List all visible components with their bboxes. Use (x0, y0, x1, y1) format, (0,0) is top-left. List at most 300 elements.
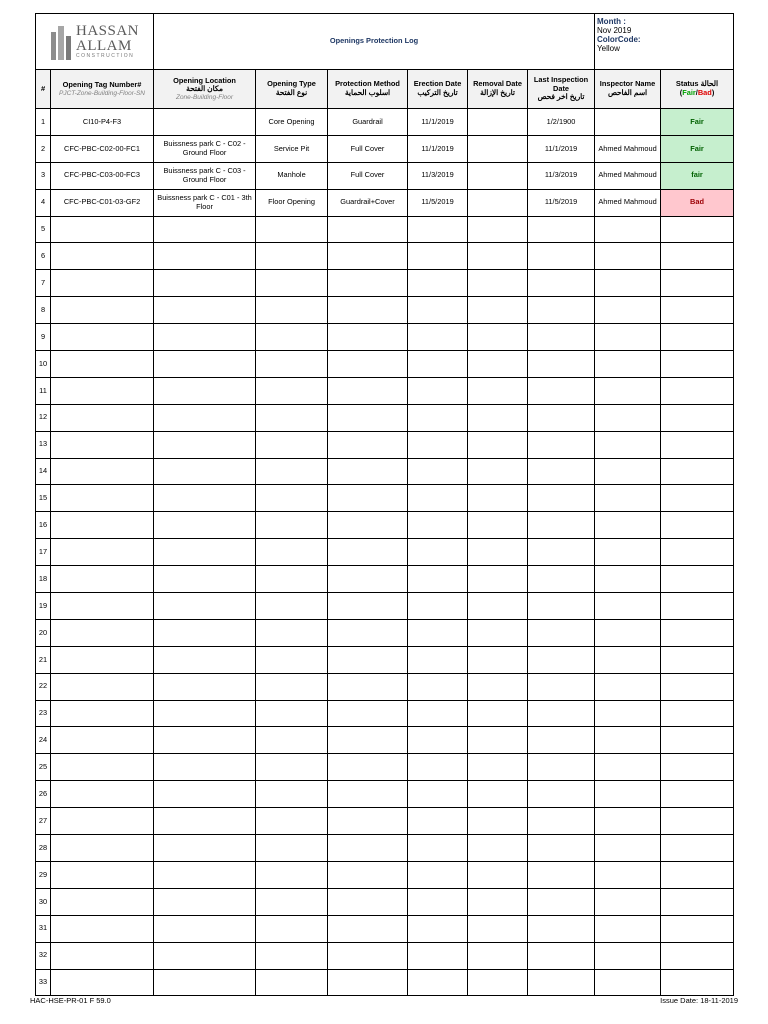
opening-type-cell[interactable] (256, 216, 328, 243)
opening-tag-cell[interactable] (51, 404, 154, 431)
protection-method-cell[interactable] (328, 915, 408, 942)
opening-tag-cell[interactable] (51, 619, 154, 646)
row-index[interactable]: 24 (36, 727, 51, 754)
status-cell[interactable] (661, 566, 734, 593)
inspector-name-cell[interactable] (595, 270, 661, 297)
inspector-name-cell[interactable] (595, 512, 661, 539)
erection-date-cell[interactable] (408, 646, 468, 673)
inspector-name-cell[interactable] (595, 566, 661, 593)
last-inspection-date-cell[interactable] (528, 297, 595, 324)
status-cell[interactable] (661, 673, 734, 700)
opening-tag-cell[interactable] (51, 243, 154, 270)
removal-date-cell[interactable] (468, 216, 528, 243)
opening-location-cell[interactable]: Buissness park C - C02 - Ground Floor (154, 135, 256, 162)
last-inspection-date-cell[interactable] (528, 216, 595, 243)
inspector-name-cell[interactable] (595, 109, 661, 136)
opening-location-cell[interactable] (154, 861, 256, 888)
opening-type-cell[interactable] (256, 646, 328, 673)
removal-date-cell[interactable] (468, 162, 528, 189)
status-cell[interactable] (661, 351, 734, 378)
protection-method-cell[interactable] (328, 969, 408, 996)
opening-location-cell[interactable] (154, 324, 256, 351)
protection-method-cell[interactable] (328, 297, 408, 324)
opening-type-cell[interactable] (256, 808, 328, 835)
opening-type-cell[interactable] (256, 861, 328, 888)
opening-location-cell[interactable] (154, 808, 256, 835)
protection-method-cell[interactable]: Guardrail (328, 109, 408, 136)
last-inspection-date-cell[interactable] (528, 727, 595, 754)
row-index[interactable]: 28 (36, 835, 51, 862)
opening-tag-cell[interactable] (51, 727, 154, 754)
opening-tag-cell[interactable] (51, 700, 154, 727)
erection-date-cell[interactable] (408, 619, 468, 646)
opening-tag-cell[interactable] (51, 324, 154, 351)
removal-date-cell[interactable] (468, 700, 528, 727)
opening-tag-cell[interactable] (51, 297, 154, 324)
row-index[interactable]: 1 (36, 109, 51, 136)
opening-location-cell[interactable] (154, 109, 256, 136)
last-inspection-date-cell[interactable] (528, 673, 595, 700)
inspector-name-cell[interactable] (595, 458, 661, 485)
last-inspection-date-cell[interactable] (528, 404, 595, 431)
opening-type-cell[interactable] (256, 270, 328, 297)
protection-method-cell[interactable] (328, 942, 408, 969)
opening-type-cell[interactable] (256, 619, 328, 646)
removal-date-cell[interactable] (468, 270, 528, 297)
last-inspection-date-cell[interactable] (528, 781, 595, 808)
opening-tag-cell[interactable] (51, 969, 154, 996)
opening-type-cell[interactable] (256, 351, 328, 378)
opening-type-cell[interactable] (256, 458, 328, 485)
inspector-name-cell[interactable] (595, 324, 661, 351)
erection-date-cell[interactable] (408, 216, 468, 243)
opening-type-cell[interactable] (256, 566, 328, 593)
opening-location-cell[interactable] (154, 512, 256, 539)
status-cell[interactable] (661, 969, 734, 996)
erection-date-cell[interactable] (408, 458, 468, 485)
erection-date-cell[interactable] (408, 404, 468, 431)
row-index[interactable]: 33 (36, 969, 51, 996)
last-inspection-date-cell[interactable] (528, 377, 595, 404)
inspector-name-cell[interactable] (595, 673, 661, 700)
opening-type-cell[interactable]: Floor Opening (256, 189, 328, 216)
protection-method-cell[interactable] (328, 270, 408, 297)
removal-date-cell[interactable] (468, 727, 528, 754)
opening-location-cell[interactable] (154, 942, 256, 969)
last-inspection-date-cell[interactable] (528, 270, 595, 297)
erection-date-cell[interactable] (408, 915, 468, 942)
status-cell[interactable] (661, 700, 734, 727)
opening-tag-cell[interactable]: CI10-P4-F3 (51, 109, 154, 136)
row-index[interactable]: 25 (36, 754, 51, 781)
opening-type-cell[interactable]: Manhole (256, 162, 328, 189)
opening-location-cell[interactable] (154, 243, 256, 270)
row-index[interactable]: 31 (36, 915, 51, 942)
protection-method-cell[interactable] (328, 619, 408, 646)
last-inspection-date-cell[interactable] (528, 646, 595, 673)
last-inspection-date-cell[interactable] (528, 619, 595, 646)
inspector-name-cell[interactable] (595, 351, 661, 378)
protection-method-cell[interactable] (328, 754, 408, 781)
removal-date-cell[interactable] (468, 324, 528, 351)
row-index[interactable]: 16 (36, 512, 51, 539)
status-cell[interactable] (661, 512, 734, 539)
opening-location-cell[interactable]: Buissness park C - C01 - 3th Floor (154, 189, 256, 216)
status-cell[interactable]: Fair (661, 109, 734, 136)
protection-method-cell[interactable] (328, 566, 408, 593)
opening-location-cell[interactable] (154, 485, 256, 512)
last-inspection-date-cell[interactable] (528, 888, 595, 915)
protection-method-cell[interactable] (328, 377, 408, 404)
status-cell[interactable] (661, 243, 734, 270)
last-inspection-date-cell[interactable] (528, 700, 595, 727)
inspector-name-cell[interactable] (595, 404, 661, 431)
protection-method-cell[interactable] (328, 243, 408, 270)
protection-method-cell[interactable] (328, 485, 408, 512)
status-cell[interactable] (661, 915, 734, 942)
status-cell[interactable] (661, 593, 734, 620)
opening-location-cell[interactable] (154, 458, 256, 485)
opening-tag-cell[interactable] (51, 942, 154, 969)
inspector-name-cell[interactable]: Ahmed Mahmoud (595, 162, 661, 189)
opening-type-cell[interactable] (256, 673, 328, 700)
erection-date-cell[interactable]: 11/1/2019 (408, 135, 468, 162)
status-cell[interactable] (661, 754, 734, 781)
opening-location-cell[interactable] (154, 646, 256, 673)
inspector-name-cell[interactable] (595, 754, 661, 781)
removal-date-cell[interactable] (468, 243, 528, 270)
row-index[interactable]: 26 (36, 781, 51, 808)
status-cell[interactable] (661, 942, 734, 969)
erection-date-cell[interactable] (408, 781, 468, 808)
opening-type-cell[interactable] (256, 404, 328, 431)
removal-date-cell[interactable] (468, 485, 528, 512)
row-index[interactable]: 9 (36, 324, 51, 351)
opening-location-cell[interactable] (154, 566, 256, 593)
last-inspection-date-cell[interactable] (528, 458, 595, 485)
row-index[interactable]: 2 (36, 135, 51, 162)
opening-location-cell[interactable] (154, 593, 256, 620)
inspector-name-cell[interactable] (595, 216, 661, 243)
erection-date-cell[interactable] (408, 297, 468, 324)
inspector-name-cell[interactable]: Ahmed Mahmoud (595, 135, 661, 162)
row-index[interactable]: 22 (36, 673, 51, 700)
inspector-name-cell[interactable] (595, 888, 661, 915)
last-inspection-date-cell[interactable] (528, 566, 595, 593)
opening-location-cell[interactable] (154, 969, 256, 996)
inspector-name-cell[interactable] (595, 781, 661, 808)
removal-date-cell[interactable] (468, 539, 528, 566)
inspector-name-cell[interactable] (595, 808, 661, 835)
erection-date-cell[interactable] (408, 969, 468, 996)
row-index[interactable]: 12 (36, 404, 51, 431)
protection-method-cell[interactable]: Full Cover (328, 135, 408, 162)
opening-location-cell[interactable] (154, 835, 256, 862)
removal-date-cell[interactable] (468, 566, 528, 593)
row-index[interactable]: 5 (36, 216, 51, 243)
opening-tag-cell[interactable] (51, 270, 154, 297)
erection-date-cell[interactable] (408, 754, 468, 781)
protection-method-cell[interactable] (328, 700, 408, 727)
opening-tag-cell[interactable]: CFC-PBC-C02-00-FC1 (51, 135, 154, 162)
inspector-name-cell[interactable] (595, 539, 661, 566)
inspector-name-cell[interactable] (595, 243, 661, 270)
protection-method-cell[interactable] (328, 431, 408, 458)
row-index[interactable]: 20 (36, 619, 51, 646)
opening-tag-cell[interactable] (51, 216, 154, 243)
opening-location-cell[interactable] (154, 431, 256, 458)
status-cell[interactable] (661, 404, 734, 431)
removal-date-cell[interactable] (468, 458, 528, 485)
last-inspection-date-cell[interactable] (528, 942, 595, 969)
last-inspection-date-cell[interactable]: 1/2/1900 (528, 109, 595, 136)
last-inspection-date-cell[interactable] (528, 324, 595, 351)
erection-date-cell[interactable] (408, 539, 468, 566)
opening-tag-cell[interactable]: CFC-PBC-C03-00-FC3 (51, 162, 154, 189)
inspector-name-cell[interactable]: Ahmed Mahmoud (595, 189, 661, 216)
removal-date-cell[interactable] (468, 942, 528, 969)
erection-date-cell[interactable] (408, 431, 468, 458)
opening-type-cell[interactable] (256, 835, 328, 862)
last-inspection-date-cell[interactable] (528, 861, 595, 888)
opening-tag-cell[interactable] (51, 808, 154, 835)
opening-location-cell[interactable] (154, 351, 256, 378)
last-inspection-date-cell[interactable] (528, 593, 595, 620)
row-index[interactable]: 15 (36, 485, 51, 512)
protection-method-cell[interactable] (328, 673, 408, 700)
inspector-name-cell[interactable] (595, 646, 661, 673)
removal-date-cell[interactable] (468, 404, 528, 431)
removal-date-cell[interactable] (468, 109, 528, 136)
row-index[interactable]: 21 (36, 646, 51, 673)
erection-date-cell[interactable] (408, 835, 468, 862)
row-index[interactable]: 29 (36, 861, 51, 888)
erection-date-cell[interactable] (408, 861, 468, 888)
opening-type-cell[interactable] (256, 297, 328, 324)
opening-type-cell[interactable] (256, 969, 328, 996)
opening-location-cell[interactable] (154, 216, 256, 243)
erection-date-cell[interactable]: 11/5/2019 (408, 189, 468, 216)
erection-date-cell[interactable] (408, 808, 468, 835)
opening-tag-cell[interactable]: CFC-PBC-C01-03-GF2 (51, 189, 154, 216)
status-cell[interactable] (661, 324, 734, 351)
opening-type-cell[interactable] (256, 324, 328, 351)
status-cell[interactable] (661, 861, 734, 888)
erection-date-cell[interactable] (408, 673, 468, 700)
inspector-name-cell[interactable] (595, 377, 661, 404)
opening-type-cell[interactable] (256, 888, 328, 915)
erection-date-cell[interactable]: 11/1/2019 (408, 109, 468, 136)
opening-location-cell[interactable] (154, 754, 256, 781)
opening-type-cell[interactable] (256, 915, 328, 942)
status-cell[interactable] (661, 297, 734, 324)
inspector-name-cell[interactable] (595, 861, 661, 888)
opening-tag-cell[interactable] (51, 485, 154, 512)
opening-type-cell[interactable]: Service Pit (256, 135, 328, 162)
inspector-name-cell[interactable] (595, 593, 661, 620)
opening-type-cell[interactable]: Core Opening (256, 109, 328, 136)
status-cell[interactable] (661, 539, 734, 566)
inspector-name-cell[interactable] (595, 727, 661, 754)
row-index[interactable]: 18 (36, 566, 51, 593)
protection-method-cell[interactable] (328, 888, 408, 915)
status-cell[interactable] (661, 646, 734, 673)
inspector-name-cell[interactable] (595, 835, 661, 862)
row-index[interactable]: 32 (36, 942, 51, 969)
row-index[interactable]: 4 (36, 189, 51, 216)
row-index[interactable]: 11 (36, 377, 51, 404)
opening-tag-cell[interactable] (51, 458, 154, 485)
status-cell[interactable] (661, 431, 734, 458)
erection-date-cell[interactable] (408, 243, 468, 270)
removal-date-cell[interactable] (468, 377, 528, 404)
removal-date-cell[interactable] (468, 915, 528, 942)
opening-tag-cell[interactable] (51, 915, 154, 942)
removal-date-cell[interactable] (468, 135, 528, 162)
status-cell[interactable] (661, 808, 734, 835)
protection-method-cell[interactable] (328, 808, 408, 835)
opening-location-cell[interactable] (154, 727, 256, 754)
opening-tag-cell[interactable] (51, 377, 154, 404)
erection-date-cell[interactable] (408, 377, 468, 404)
opening-tag-cell[interactable] (51, 754, 154, 781)
opening-type-cell[interactable] (256, 243, 328, 270)
erection-date-cell[interactable] (408, 888, 468, 915)
status-cell[interactable] (661, 781, 734, 808)
protection-method-cell[interactable] (328, 835, 408, 862)
opening-type-cell[interactable] (256, 781, 328, 808)
opening-type-cell[interactable] (256, 754, 328, 781)
last-inspection-date-cell[interactable] (528, 754, 595, 781)
status-cell[interactable] (661, 377, 734, 404)
last-inspection-date-cell[interactable] (528, 539, 595, 566)
protection-method-cell[interactable] (328, 324, 408, 351)
opening-location-cell[interactable] (154, 539, 256, 566)
row-index[interactable]: 10 (36, 351, 51, 378)
row-index[interactable]: 30 (36, 888, 51, 915)
protection-method-cell[interactable] (328, 646, 408, 673)
last-inspection-date-cell[interactable]: 11/5/2019 (528, 189, 595, 216)
opening-tag-cell[interactable] (51, 673, 154, 700)
removal-date-cell[interactable] (468, 861, 528, 888)
status-cell[interactable] (661, 270, 734, 297)
row-index[interactable]: 19 (36, 593, 51, 620)
opening-tag-cell[interactable] (51, 539, 154, 566)
protection-method-cell[interactable] (328, 727, 408, 754)
last-inspection-date-cell[interactable]: 11/3/2019 (528, 162, 595, 189)
opening-type-cell[interactable] (256, 512, 328, 539)
erection-date-cell[interactable] (408, 270, 468, 297)
opening-location-cell[interactable] (154, 781, 256, 808)
removal-date-cell[interactable] (468, 781, 528, 808)
last-inspection-date-cell[interactable] (528, 431, 595, 458)
removal-date-cell[interactable] (468, 969, 528, 996)
opening-location-cell[interactable] (154, 270, 256, 297)
inspector-name-cell[interactable] (595, 431, 661, 458)
opening-type-cell[interactable] (256, 700, 328, 727)
erection-date-cell[interactable] (408, 593, 468, 620)
removal-date-cell[interactable] (468, 431, 528, 458)
last-inspection-date-cell[interactable] (528, 969, 595, 996)
last-inspection-date-cell[interactable] (528, 915, 595, 942)
erection-date-cell[interactable] (408, 512, 468, 539)
row-index[interactable]: 8 (36, 297, 51, 324)
opening-type-cell[interactable] (256, 431, 328, 458)
last-inspection-date-cell[interactable] (528, 512, 595, 539)
opening-tag-cell[interactable] (51, 351, 154, 378)
removal-date-cell[interactable] (468, 673, 528, 700)
removal-date-cell[interactable] (468, 297, 528, 324)
protection-method-cell[interactable] (328, 781, 408, 808)
removal-date-cell[interactable] (468, 593, 528, 620)
protection-method-cell[interactable] (328, 861, 408, 888)
erection-date-cell[interactable]: 11/3/2019 (408, 162, 468, 189)
opening-type-cell[interactable] (256, 942, 328, 969)
status-cell[interactable] (661, 888, 734, 915)
last-inspection-date-cell[interactable] (528, 808, 595, 835)
protection-method-cell[interactable] (328, 539, 408, 566)
row-index[interactable]: 27 (36, 808, 51, 835)
removal-date-cell[interactable] (468, 646, 528, 673)
last-inspection-date-cell[interactable] (528, 243, 595, 270)
opening-type-cell[interactable] (256, 377, 328, 404)
removal-date-cell[interactable] (468, 754, 528, 781)
erection-date-cell[interactable] (408, 485, 468, 512)
last-inspection-date-cell[interactable]: 11/1/2019 (528, 135, 595, 162)
opening-tag-cell[interactable] (51, 888, 154, 915)
opening-tag-cell[interactable] (51, 566, 154, 593)
row-index[interactable]: 17 (36, 539, 51, 566)
erection-date-cell[interactable] (408, 566, 468, 593)
opening-location-cell[interactable]: Buissness park C - C03 - Ground Floor (154, 162, 256, 189)
row-index[interactable]: 23 (36, 700, 51, 727)
status-cell[interactable] (661, 485, 734, 512)
inspector-name-cell[interactable] (595, 969, 661, 996)
protection-method-cell[interactable] (328, 351, 408, 378)
status-cell[interactable]: Bad (661, 189, 734, 216)
opening-tag-cell[interactable] (51, 861, 154, 888)
opening-type-cell[interactable] (256, 593, 328, 620)
opening-type-cell[interactable] (256, 485, 328, 512)
protection-method-cell[interactable] (328, 458, 408, 485)
erection-date-cell[interactable] (408, 351, 468, 378)
opening-type-cell[interactable] (256, 727, 328, 754)
opening-location-cell[interactable] (154, 297, 256, 324)
protection-method-cell[interactable] (328, 512, 408, 539)
opening-tag-cell[interactable] (51, 835, 154, 862)
inspector-name-cell[interactable] (595, 297, 661, 324)
erection-date-cell[interactable] (408, 324, 468, 351)
opening-location-cell[interactable] (154, 915, 256, 942)
opening-tag-cell[interactable] (51, 431, 154, 458)
opening-location-cell[interactable] (154, 377, 256, 404)
opening-type-cell[interactable] (256, 539, 328, 566)
opening-tag-cell[interactable] (51, 781, 154, 808)
opening-tag-cell[interactable] (51, 512, 154, 539)
status-cell[interactable] (661, 727, 734, 754)
removal-date-cell[interactable] (468, 351, 528, 378)
protection-method-cell[interactable] (328, 216, 408, 243)
removal-date-cell[interactable] (468, 189, 528, 216)
last-inspection-date-cell[interactable] (528, 835, 595, 862)
opening-location-cell[interactable] (154, 619, 256, 646)
last-inspection-date-cell[interactable] (528, 351, 595, 378)
row-index[interactable]: 13 (36, 431, 51, 458)
last-inspection-date-cell[interactable] (528, 485, 595, 512)
removal-date-cell[interactable] (468, 808, 528, 835)
status-cell[interactable] (661, 835, 734, 862)
inspector-name-cell[interactable] (595, 619, 661, 646)
